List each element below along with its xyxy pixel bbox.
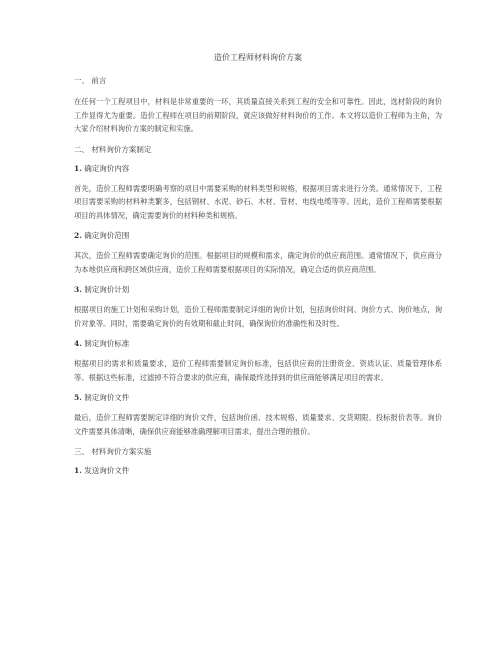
determine-scope-paragraph: 其次，造价工程师需要确定询价的范围。根据项目的规模和需求，确定询价的供应商范围。通常情况下，供应商分为本地供应商和跨区域供应商，造价工程师需要根据项目的实际情况，确定合适的供应商范围。 xyxy=(74,251,442,274)
determine-content-paragraph: 首先，造价工程师需要明确考察的项目中需要采购的材料类型和规格，根据项目需求进行分类。通常情况下，工程项目需要采购的材料种类繁多，包括钢材、水泥、砂石、木材、管材、电线电缆等等。因此，造价工程师需要根据项目的具体情况，确定需要询价的材料种类和规格。 xyxy=(74,183,442,220)
subheading-inquiry-plan xyxy=(74,285,442,295)
subheading-number: 1. xyxy=(74,466,82,475)
subheading-inquiry-documents xyxy=(74,393,442,403)
section-heading-preface: 一、 前言 xyxy=(74,76,107,85)
subheading-text: 确定询价范围 xyxy=(84,231,130,240)
subheading-number: 5. xyxy=(74,393,82,402)
subheading-number: 3. xyxy=(74,285,82,294)
section-heading-implementation: 三、 材料询价方案实施 xyxy=(74,447,152,456)
subheading-number: 2. xyxy=(74,231,82,240)
subheading-text: 发送询价文件 xyxy=(84,466,130,475)
inquiry-documents-paragraph: 最后，造价工程师需要制定详细的询价文件，包括询价函、技术规格、质量要求、交货期限、投标报价表等。询价文件需要具体清晰，确保供应商能够准确理解项目需求，提出合理的报价。 xyxy=(74,413,442,436)
inquiry-plan-paragraph: 根据项目的施工计划和采购计划，造价工程师需要制定详细的询价计划，包括询价时间、询价方式、询价地点，询价对象等。同时，需要确定询价的有效期和截止时间，确保询价的准确性和及时性。 xyxy=(74,305,442,328)
preface-paragraph: 在任何一个工程项目中，材料是非常重要的一环，其质量直接关系到工程的安全和可靠性。因此，选材阶段的询价工作显得尤为重要。造价工程师在项目的前期阶段，就应该做好材料询价的工作。本文将以造价工程师为主角，为大家介绍材料询价方案的制定和实施。 xyxy=(74,97,442,133)
subheading-text: 制定询价计划 xyxy=(84,285,130,294)
subheading-send-documents xyxy=(74,466,442,476)
document-title: 造价工程师材料询价方案 xyxy=(214,53,302,62)
subheading-number: 4. xyxy=(74,339,82,348)
subheading-number: 1. xyxy=(74,163,82,173)
subheading-text: 制定询价文件 xyxy=(84,393,130,402)
subheading-inquiry-standard xyxy=(74,339,442,349)
section-heading-plan: 二、 材料询价方案制定 xyxy=(74,144,152,154)
subheading-determine-content xyxy=(74,164,442,174)
subheading-determine-scope xyxy=(74,231,442,241)
inquiry-standard-paragraph: 根据项目的需求和质量要求，造价工程师需要制定询价标准，包括供应商的注册资金、资质认证、质量管理体系等。根据这些标准，过滤掉不符合要求的供应商，确保最终选择到的供应商能够满足项目的需求。 xyxy=(74,359,442,382)
subheading-text: 制定询价标准 xyxy=(84,339,130,348)
subheading-text: 确定询价内容 xyxy=(84,163,130,173)
